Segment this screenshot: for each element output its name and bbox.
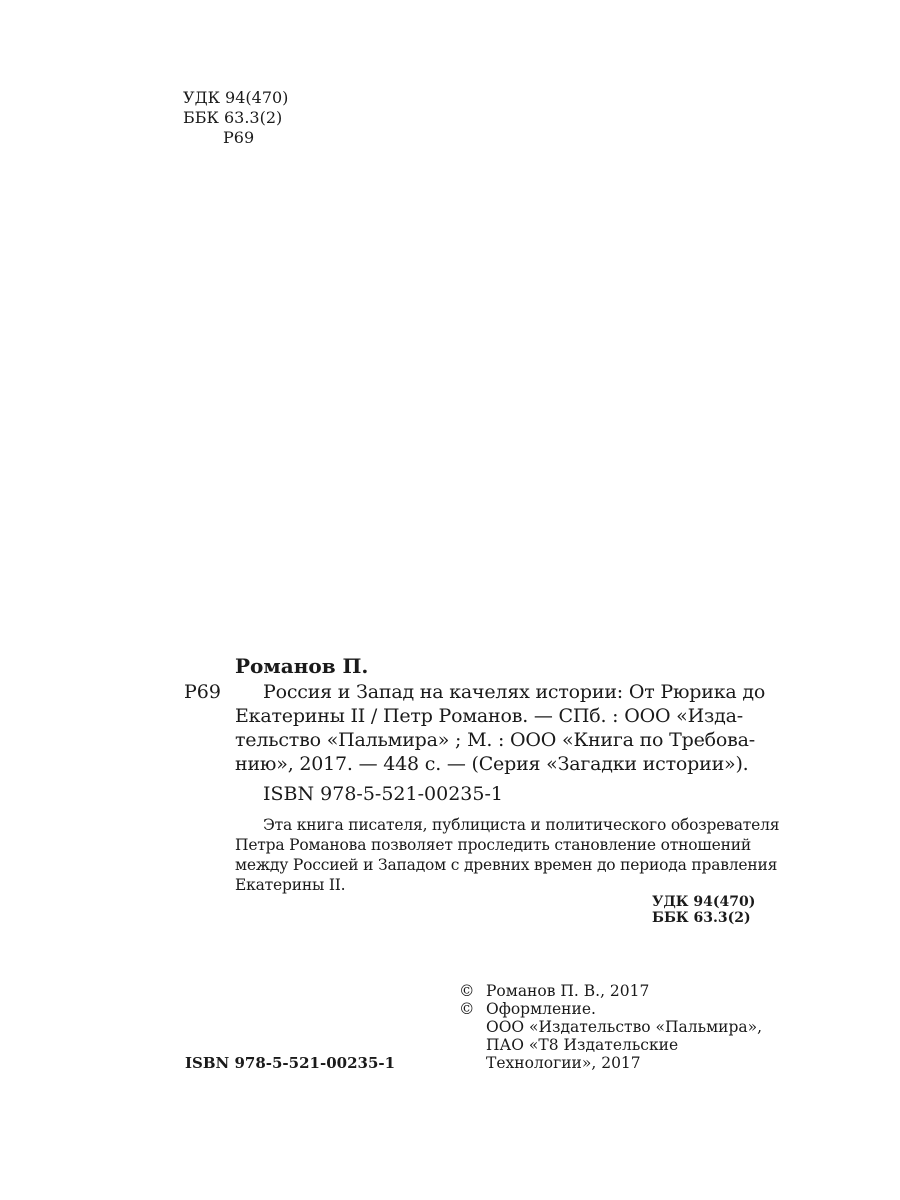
copyright-publisher-1: ООО «Издательство «Пальмира», [486, 1018, 763, 1036]
annotation-line-2: Петра Романова позволяет проследить становление отношений [235, 836, 751, 854]
isbn-bottom: ISBN 978-5-521-00235-1 [185, 1054, 396, 1072]
bbk-code-annotation: ББК 63.3(2) [652, 910, 751, 926]
annotation-line-3: между Россией и Западом с древних времен до периода правления [235, 856, 778, 874]
description-line-1: Россия и Запад на качелях истории: От Рюрика до [263, 681, 766, 703]
author-sign-top: Р69 [223, 128, 255, 147]
author-sign: Р69 [184, 681, 221, 703]
udk-code-top: УДК 94(470) [183, 88, 289, 107]
annotation-line-1: Эта книга писателя, публициста и политического обозревателя [263, 816, 780, 834]
bbk-code-top: ББК 63.3(2) [183, 108, 283, 127]
description-line-3: тельство «Пальмира» ; М. : ООО «Книга по Требова- [235, 729, 755, 751]
copyright-publisher-3: Технологии», 2017 [486, 1054, 641, 1072]
udk-code-annotation: УДК 94(470) [652, 894, 756, 910]
author-name: Романов П. [235, 654, 369, 678]
copyright-symbol-1: © [459, 982, 475, 1000]
description-line-2: Екатерины II / Петр Романов. — СПб. : ООО «Изда- [235, 705, 743, 727]
copyright-author: Романов П. В., 2017 [486, 982, 650, 1000]
description-line-4: нию», 2017. — 448 с. — (Серия «Загадки истории»). [235, 753, 749, 775]
copyright-symbol-2: © [459, 1000, 475, 1018]
isbn-entry: ISBN 978-5-521-00235-1 [263, 783, 503, 805]
copyright-publisher-2: ПАО «Т8 Издательские [486, 1036, 679, 1054]
annotation-line-4: Екатерины II. [235, 876, 346, 894]
copyright-design: Оформление. [486, 1000, 596, 1018]
